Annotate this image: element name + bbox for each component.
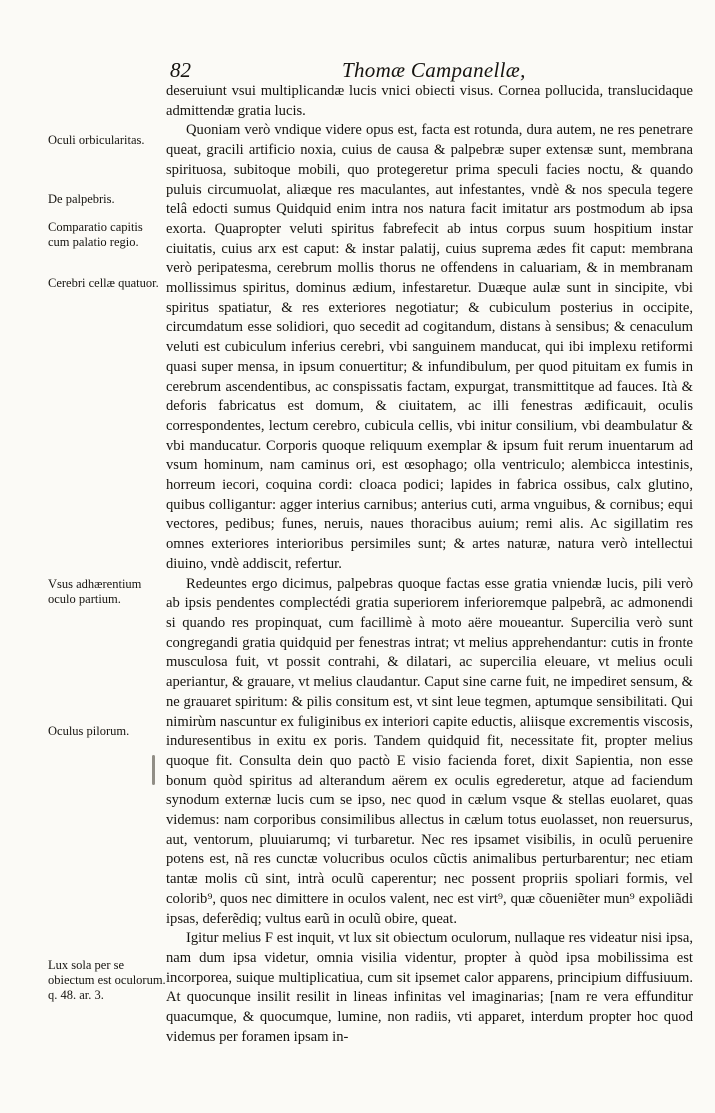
paragraph: deseruiunt vsui multiplicandæ lucis vnici obiecti visus. Cornea pollucida, translucidaque admittendæ gratia lucis. — [166, 83, 693, 119]
margin-note: Oculi orbicularitas. — [48, 133, 145, 147]
paragraph: Redeuntes ergo dicimus, palpebras quoque factas esse gratia vniendæ lucis, pili verò ab ipsis pendentes complectédi gratia superiorem inferioremque palpebrã, ac admonendi si quando res propinquat, cum facillimè à moto aëre moueantur. Supercilia verò sunt congregandi gratia quidquid per fenestras intrat; vt melius apprehendantur: cutis in fronte musculosa fuit, vt possit contrahi, & dilatari, ac supercilia eleuare, vt melius oculi aperiantur, & grauare, vt melius claudantur. Caput sine carne fuit, ne impediret sensum, & ne grauaret spiritum: & pilis consitum est, vt sint leue tegmen, aptumque sensibilitati. Qui nimirùm nascuntur ex fuliginibus ex interiori capite eductis, aliisque excrementis viscosis, induresentibus in exitu ex poris. Tandem quidquid fit, necessitate fit, propter melius quoque fit. Consulta dein quo pactò E visio facienda foret, dixit Sapientia, non esse bonum quòd spiritus ad alterandum aërem ex oculis egrederetur, atque ad faciendum synodum externæ lucis cum se ipso, nec quod in cælum vsque & stellas euolaret, quas videmus: nam corporibus consimilibus allectus in cælum totus euolasset, non reuersurus, aut, ventorum, pluuiarumq; vi turbaretur. Nec res ipsamet visibilis, in oculũ peruenire potens est, nã res cunctæ volucribus oculos cũctis animalibus perturbarentur; nec etiam tantæ molis cũ sint, intrà oculũ caperentur; nec possent propriis spoliari formis, vel colorib⁹, quos nec dimittere in oculos valent, nec est virt⁹, quæ cõueniẽter mun⁹ expoliãdi ipsas, deferẽdiq; vultus earũ in oculũ obire, queat. — [166, 575, 693, 927]
page-number: 82 — [170, 58, 191, 82]
margin-note: Oculus pilorum. — [48, 724, 130, 738]
margin-note: Cerebri cellæ quatuor. — [48, 276, 159, 290]
paragraph: Quoniam verò vndique videre opus est, facta est rotunda, dura autem, ne res penetrare queat, gracili artificio noxia, cuius de causa & palpebræ super extensæ sunt, membrana spirituosa, subitoque mobili, quo protegeretur prima speculi facies noctu, & quando puluis circumuolat, aliæque res maculantes, aut infestantes, vndè & nos specula tegere telâ edocti sumus Quidquid enim intra nos natura facit imitatur ars postmodum ab ipsa exorta. Quapropter veluti spiritus fabrefecit ab intus corpus suum hospitium instar ciuitatis, cuius arx est caput: & instar palatij, cuius suprema ædes fit caput: membrana verò peripatesma, cerebrum mollis thorus ne offendens in caluariam, & in membranam mollissimus spiritus, dominus ædium, infestaretur. Duæque aulæ sunt in sincipite, vbi spiritus spatiatur, & res exteriores negotiatur; & cubiculum posterius in occipite, circumdatum esse solidiori, quo secedit ad cogitandum, distans à sensibus; & cenaculum veluti est cubiculum inferius cerebri, vbi sanguinem manducat, qui ibi implexu retiformi quasi super mensa, in ipsum conuertitur; & infundibulum, per quod pituitam ex fumis in cerebrum ascendentibus, ac conspissatis factam, expurgat, transmittitque ad fauces. Ità & deforis fabricatus est domum, & ciuitatem, ac illi fenestras ædificauit, oculis correspondentes, lectum cerebro, cubicula cellis, vbi initur consilium, vbi deambulatur & vbi manducatur. Corporis quoque reliquum exemplar & ipsum fuit rerum inuentarum ad vsum hominum, nam caminus ori, est œsophago; olla ventriculo; alembicca intestinis, horreum iecori, coquina cordi: cloaca podici; lapides in fabrica ossibus, calx glutino, quibus colligantur: agger interius carnibus; anterius cuti, arma vnguibus, & cornibus; equi vectores, pedibus; funes, neruis, naues thoracibus auium; remi alis. Ac sigillatim res omnes exteriores interioribus persimiles sunt; & artes naturæ, natura verò intellectui diuino, vndè addiscit, refertur. — [166, 122, 693, 572]
body-text — [166, 82, 693, 1047]
margin-note: Vsus adhærentium oculo partium. — [48, 577, 142, 606]
margin-note: De palpebris. — [48, 192, 115, 206]
ink-mark — [152, 755, 155, 785]
running-head: Thomæ Campanellæ, — [342, 58, 526, 82]
margin-note: Lux sola per se obiectum est oculorum. q. 48. ar. 3. — [48, 958, 166, 1002]
paragraph: Igitur melius F est inquit, vt lux sit obiectum oculorum, nullaque res videatur nisi ipsa, nam dum ipsa videtur, omnia visilia videntur, propter à quòd ipsa mobilissima est incorporea, suique multiplicatiua, cum sit ipsemet calor apparens, principium diffusiuum. At quocunque insilit resilit in lineas infinitas vel imaginarias; [nam re vera effunditur quacumque, & quocumque, lumine, non radiis, vti apparet, interdum propter hoc quod videmus per foramen ipsam in- — [166, 930, 693, 1045]
page-header — [170, 58, 690, 82]
margin-note: Comparatio capitis cum palatio regio. — [48, 220, 143, 249]
